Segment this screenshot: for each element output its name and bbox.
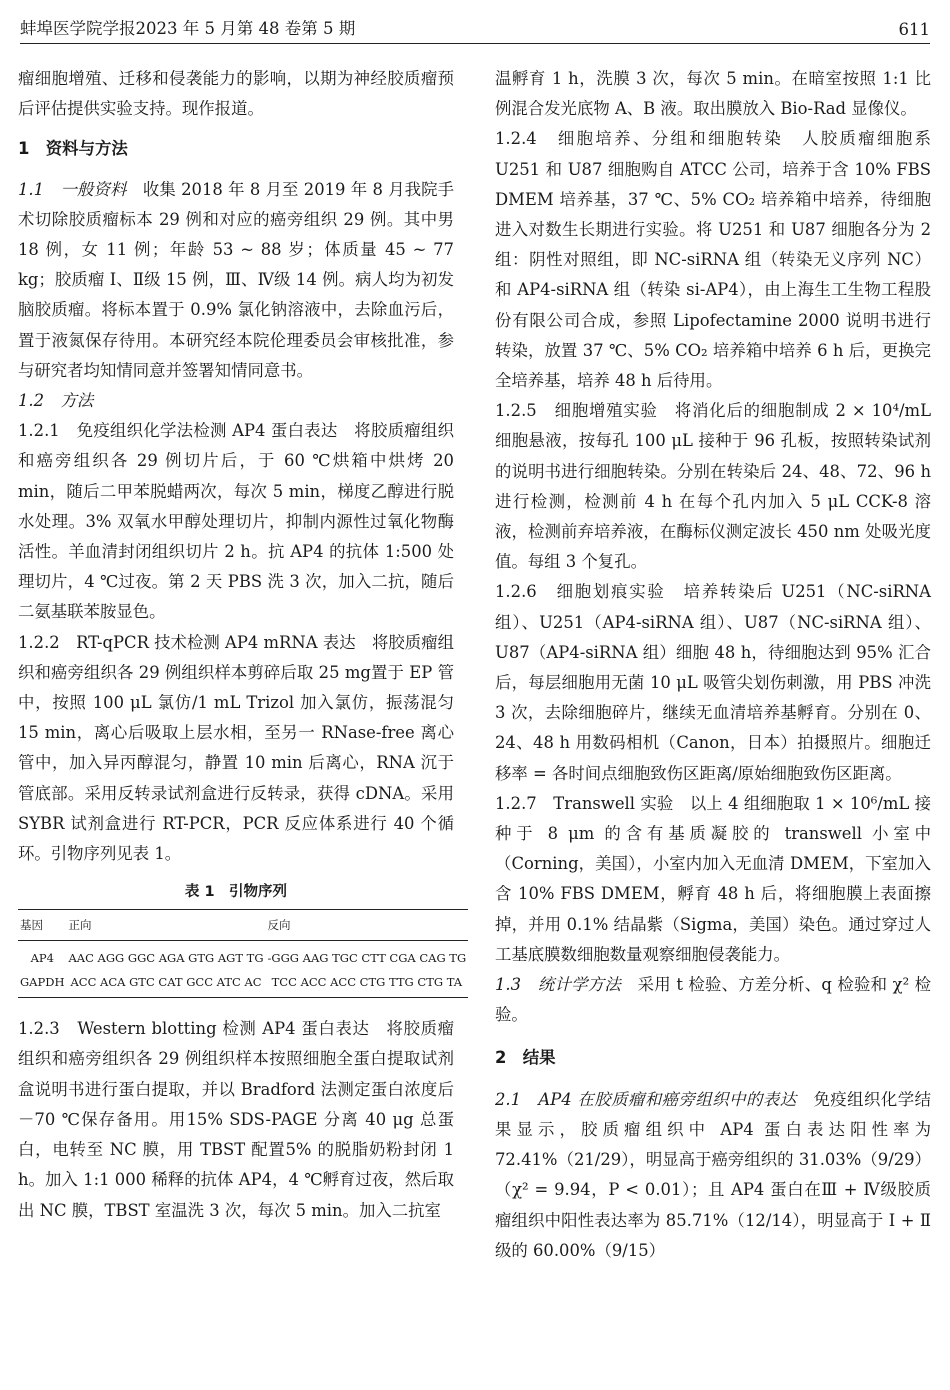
paragraph-1-1: 1.1 一般资料 收集 2018 年 8 月至 2019 年 8 月我院手术切除胶质瘤标本 29 例和对应的癌旁组织 29 例。其中男 18 例，女 11 例；年龄 53 ~ 88 岁；体质量 45 ~ 77 kg；胶质瘤 Ⅰ、Ⅱ级 15 例，Ⅲ、Ⅳ级 14 例。病人均为初发脑胶质瘤。将标本置于 0.9% 氯化钠溶液中，去除血污后，置于液氮保存待用。本研究经本院伦理委员会审核批准，参与研究者均知情同意并签署知情同意书。 — [18, 179, 454, 380]
left-column — [18, 64, 467, 1226]
table-row — [18, 970, 468, 998]
label-1-2-1: 1.2.1 免疫组织化学法检测 AP4 蛋白表达 — [18, 421, 338, 441]
heading-1-2: 1.2 方法 — [18, 391, 94, 411]
label-1-2-6: 1.2.6 细胞划痕实验 — [495, 582, 666, 602]
intro-paragraph: 瘤细胞增殖、迁移和侵袭能力的影响，以期为神经胶质瘤预后评估提供实验支持。现作报道。 — [18, 69, 454, 119]
paragraph-1-2-4: 1.2.4 细胞培养、分组和细胞转染 人胶质瘤细胞系 U251 和 U87 细胞购自 ATCC 公司，培养于含 10% FBS DMEM 培养基，37 ℃、5% CO₂ 培养箱中培养，待细胞进入对数生长期进行实验。将 U251 和 U87 细胞各分为 2 组：阴性对照组，即 NC-siRNA 组（转染无义序列 NC）和 AP4-siRNA 组（转染 si-AP4），由上海生工生物工程股份有限公司合成，参照 Lipofectamine 2000 说明书进行转染，放置 37 ℃、5% CO₂ 培养箱中培养 6 h 后，更换完全培养基，培养 48 h 后待用。 — [495, 129, 931, 391]
table-header-reverse: 反向 — [266, 910, 469, 941]
table-cell: AP4 — [30, 951, 54, 966]
paragraph-1-2-5: 1.2.5 细胞增殖实验 将消化后的细胞制成 2 × 10⁴/mL 细胞悬液，按每孔 100 μL 接种于 96 孔板，按照转染试剂的说明书进行细胞转染。分别在转染后 24、48、72、96 h 进行检测，检测前 4 h 在每个孔内加入 5 μL CCK-8 溶液，检测前弃培养液，在酶标仪测定波长 450 nm 处吸光度值。每组 3 个复孔。 — [495, 401, 931, 572]
primer-table — [18, 909, 468, 998]
table-cell: -GGG AAG TGC CTT CGA CAG TG — [267, 951, 467, 966]
right-column — [495, 64, 931, 1266]
paragraph-1-2-7: 1.2.7 Transwell 实验 以上 4 组细胞取 1 × 10⁶/mL 接种于 8 μm 的含有基质凝胶的 transwell 小室中（Corning，美国），小室内加入无血清 DMEM，下室加入含 10% FBS DMEM，孵育 48 h 后，将细胞膜上表面擦掉，并用 0.1% 结晶紫（Sigma，美国）染色。通过穿过人工基底膜数细胞数量观察细胞侵袭能力。 — [495, 793, 931, 964]
table-header-forward: 正向 — [66, 910, 265, 941]
section-1-heading: 1 资料与方法 — [18, 139, 128, 159]
table-title: 表 1 引物序列 — [184, 884, 288, 901]
paragraph-1-2-1: 1.2.1 免疫组织化学法检测 AP4 蛋白表达 将胶质瘤组织和癌旁组织各 29 例切片后，于 60 ℃烘箱中烘烤 20 min，随后二甲苯脱蜡两次，每次 5 min，梯度乙醇进行脱水处理。3% 双氧水甲醇处理切片，抑制内源性过氧化物酶活性。羊血清封闭组织切片 2 h。抗 AP4 的抗体 1:500 处理切片，4 ℃过夜。第 2 天 PBS 洗 3 次，加入二抗，随后二氨基联苯胺显色。 — [18, 421, 455, 622]
primer-table-block — [18, 881, 467, 998]
paragraph-1-3: 1.3 统计学方法 采用 t 检验、方差分析、q 检验和 χ² 检验。 — [495, 975, 931, 1025]
table-cell: ACC ACA GTC CAT GCC ATC AC — [66, 970, 265, 998]
paragraph-2-1: 2.1 AP4 在胶质瘤和癌旁组织中的表达 免疫组织化学结果显示，胶质瘤组织中 AP4 蛋白表达阳性率为 72.41%（21/29），明显高于癌旁组织的 31.03%（9/29）（χ² = 9.94，P < 0.01）；且 AP4 蛋白在Ⅲ + Ⅳ级胶质瘤组织中阳性表达率为 85.71%（12/14），明显高于 Ⅰ + Ⅱ 级的 60.00%（9/15） — [495, 1089, 931, 1260]
journal-title: 蚌埠医学院学报2023 年 5 月第 48 卷第 5 期 — [20, 19, 356, 38]
page-number: 611 — [898, 20, 930, 39]
label-1-2-4: 1.2.4 细胞培养、分组和细胞转染 — [495, 129, 784, 149]
table-header-gene: 基因 — [18, 910, 66, 941]
running-header — [20, 14, 930, 44]
paragraph-1-2-3: 1.2.3 Western blotting 检测 AP4 蛋白表达 将胶质瘤组织和癌旁组织各 29 例组织样本按照细胞全蛋白提取试剂盒说明书进行蛋白提取，并以 Bradford 法测定蛋白浓度后 －70 ℃保存备用。用15% SDS-PAGE 分离 40 μg 总蛋白，电转至 NC 膜，用 TBST 配置5% 的脱脂奶粉封闭 1 h。加入 1:1 000 稀释的抗体 AP4，4 ℃孵育过夜，然后取出 NC 膜，TBST 室温洗 3 次，每次 5 min。加入二抗室 — [18, 1019, 454, 1220]
label-1-2-5: 1.2.5 细胞增殖实验 — [495, 401, 658, 421]
table-cell: GAPDH — [18, 970, 66, 998]
table-row — [18, 941, 468, 971]
section-2-heading: 2 结果 — [495, 1047, 556, 1067]
table-cell: AAC AGG GGC AGA GTG AGT TG — [68, 951, 264, 966]
label-2-1: 2.1 AP4 在胶质瘤和癌旁组织中的表达 — [495, 1089, 797, 1109]
label-1-2-2: 1.2.2 RT-qPCR 技术检测 AP4 mRNA 表达 — [18, 632, 356, 652]
label-1-1: 1.1 一般资料 — [18, 179, 127, 199]
label-1-2-7: 1.2.7 Transwell 实验 — [495, 793, 674, 813]
paragraph-continued: 温孵育 1 h，洗膜 3 次，每次 5 min。在暗室按照 1:1 比例混合发光底物 A、B 液。取出膜放入 Bio-Rad 显像仪。 — [495, 69, 931, 119]
label-1-3: 1.3 统计学方法 — [495, 975, 622, 995]
paragraph-1-2-2: 1.2.2 RT-qPCR 技术检测 AP4 mRNA 表达 将胶质瘤组织和癌旁组织各 29 例组织样本剪碎后取 25 mg置于 EP 管中，按照 100 μL 氯仿/1 mL Trizol 加入氯仿，振荡混匀 15 min，离心后吸取上层水相，至另一 RNase-free 离心管中，加入异丙醇混匀，静置 10 min 后离心，RNA 沉于管底部。采用反转录试剂盒进行反转录，获得 cDNA。采用 SYBR 试剂盒进行 RT-PCR，PCR 反应体系进行 40 个循环。引物序列见表 1。 — [18, 632, 454, 864]
label-1-2-3: 1.2.3 Western blotting 检测 AP4 蛋白表达 — [18, 1019, 370, 1039]
paragraph-1-2-6: 1.2.6 细胞划痕实验 培养转染后 U251（NC-siRNA 组）、U251（AP4-siRNA 组）、U87（NC-siRNA 组）、U87（AP4-siRNA 组）细胞 48 h，待细胞达到 95% 汇合后，每层细胞用无菌 10 μL 吸管尖划伤刺激，用 PBS 冲洗 3 次，去除细胞碎片，继续无血清培养基孵育。分别在 0、24、48 h 用数码相机（Canon，日本）拍摄照片。细胞迁移率 = 各时间点细胞致伤区距离/原始细胞致伤区距离。 — [495, 582, 931, 783]
table-cell: TCC ACC ACC CTG TTG CTG TA — [266, 970, 469, 998]
